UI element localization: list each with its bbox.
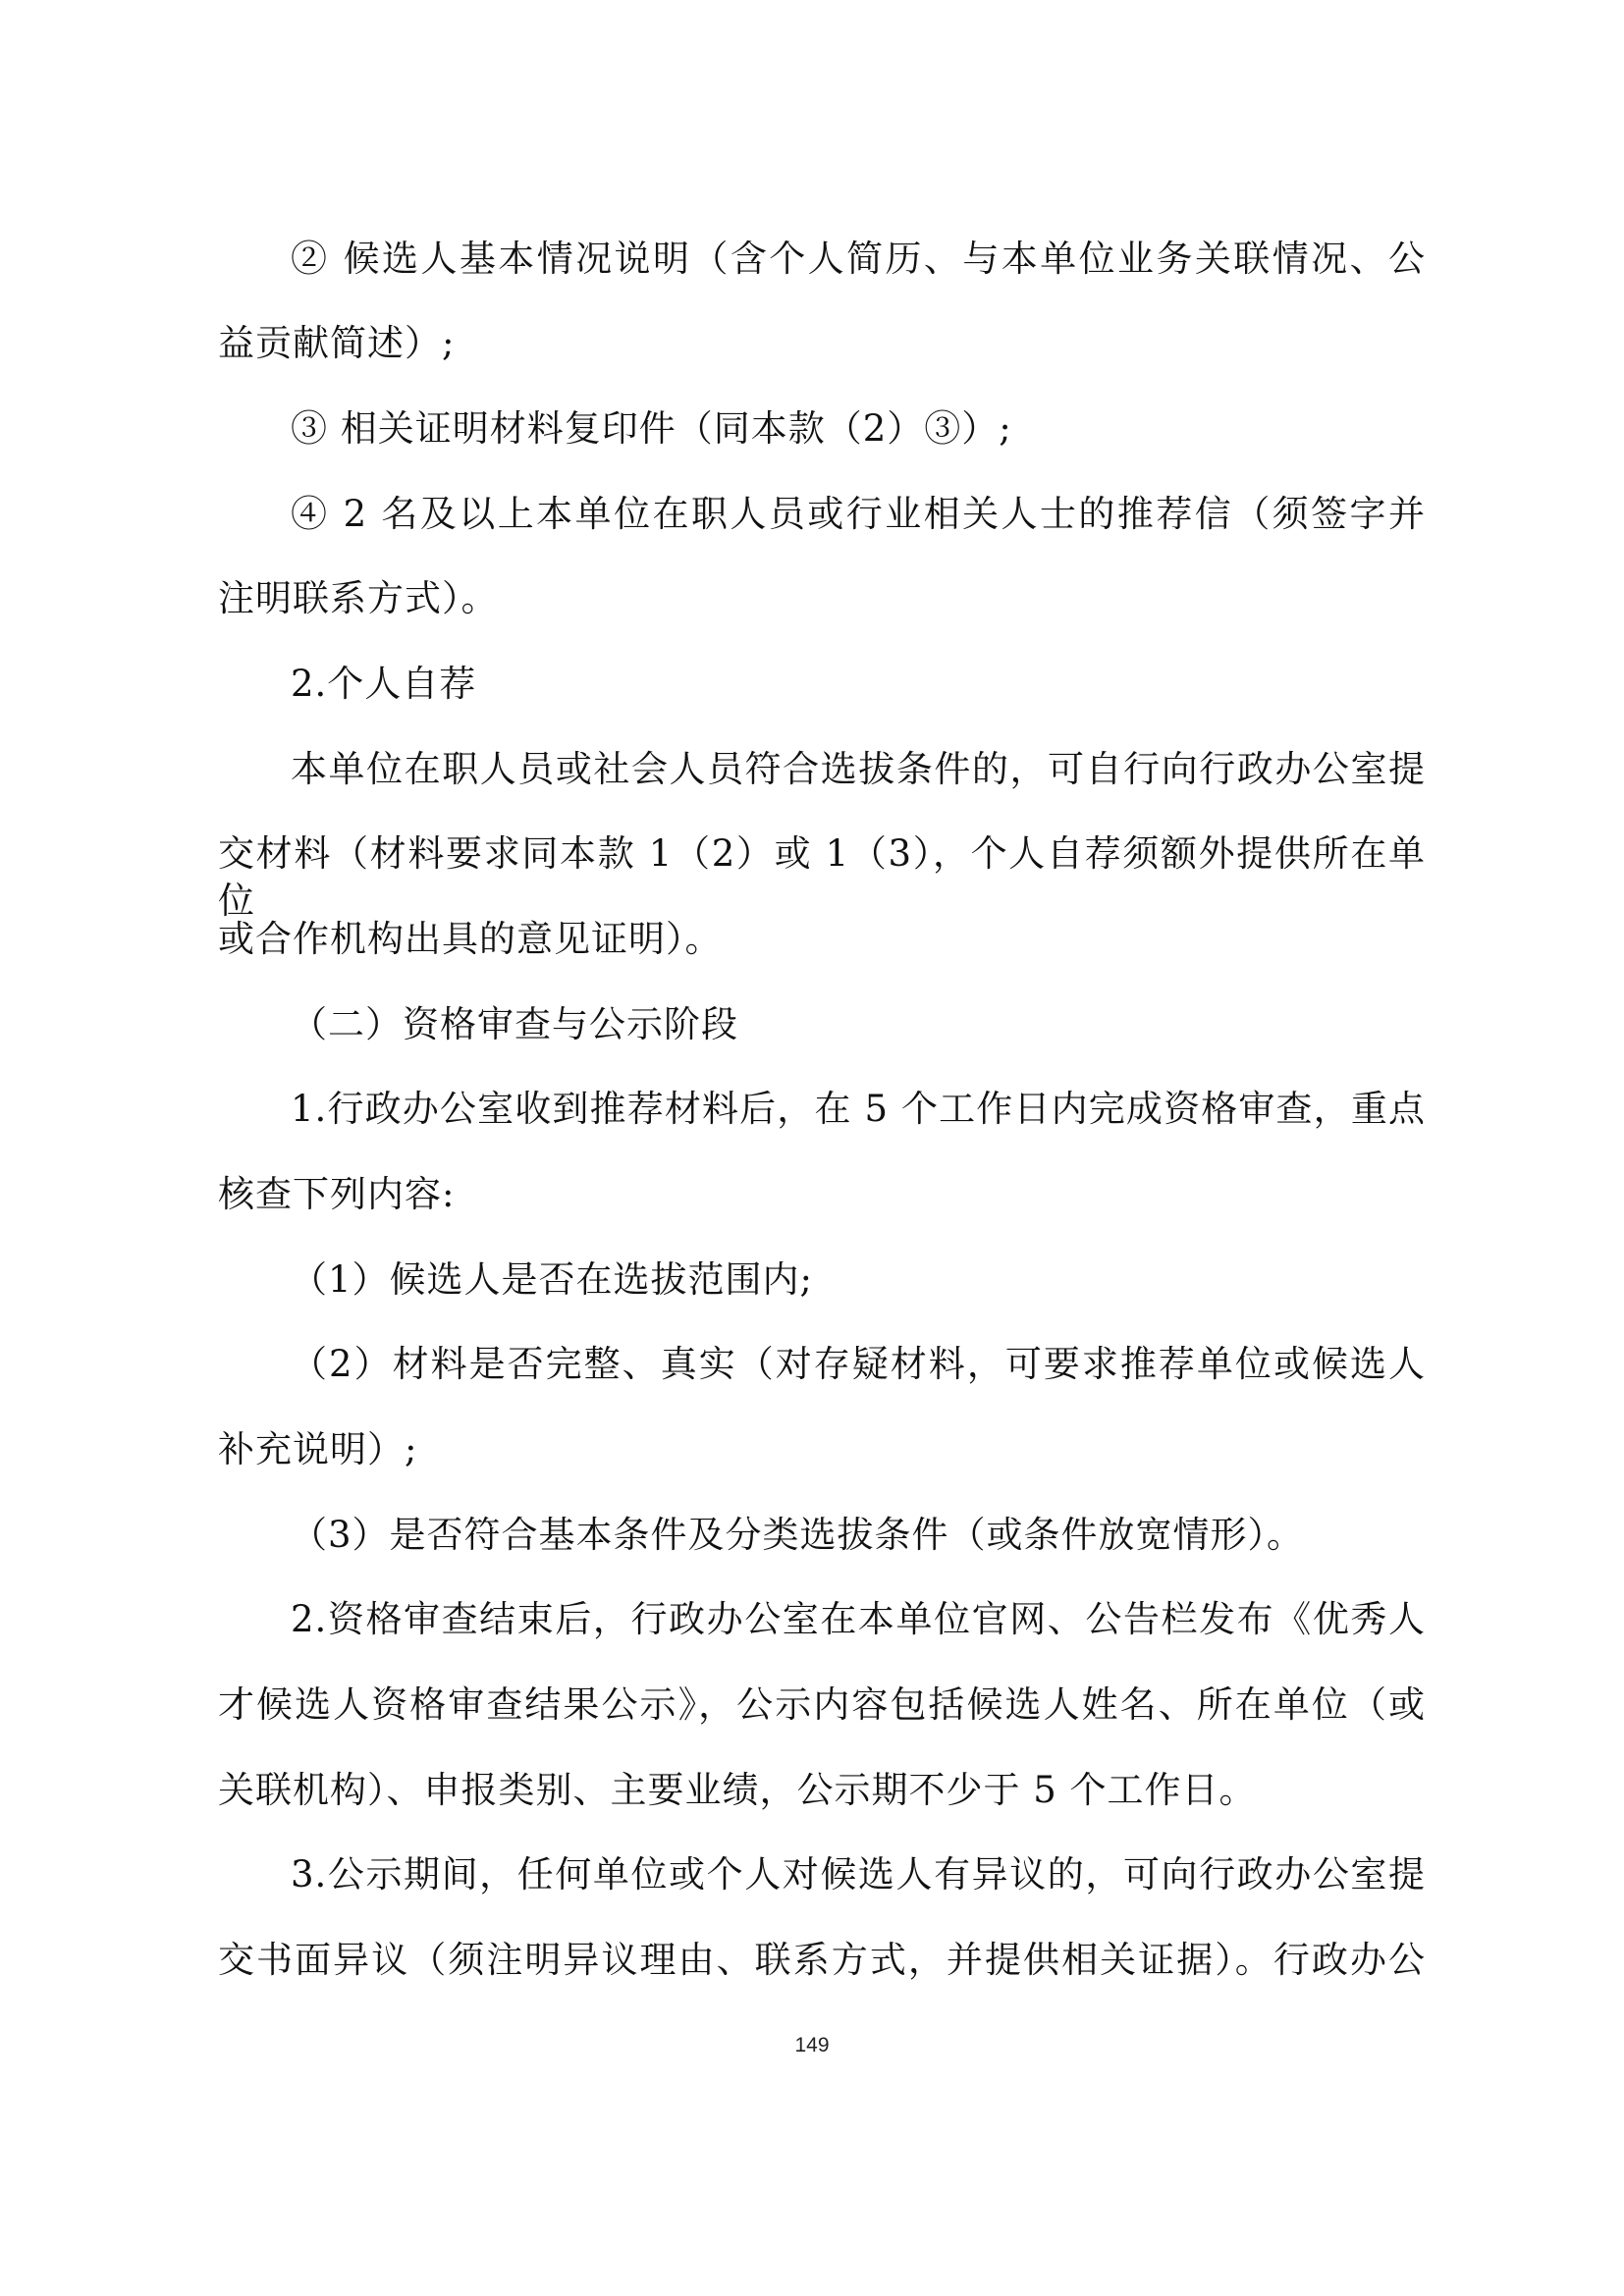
text-line: （3）是否符合基本条件及分类选拔条件（或条件放宽情形）。 <box>291 1514 1305 1556</box>
text-line: 才候选人资格审查结果公示》，公示内容包括候选人姓名、所在单位（或 <box>218 1683 1426 1726</box>
text-line: ③ 相关证明材料复印件（同本款（2）③）; <box>291 407 1012 450</box>
text-line: 2.资格审查结束后，行政办公室在本单位官网、公告栏发布《优秀人 <box>291 1598 1426 1640</box>
text-line: （2）材料是否完整、真实（对存疑材料，可要求推荐单位或候选人 <box>291 1343 1426 1385</box>
text-line: 2.个人自荐 <box>291 663 477 705</box>
text-line: （二）资格审查与公示阶段 <box>291 1003 738 1045</box>
text-line: 本单位在职人员或社会人员符合选拔条件的，可自行向行政办公室提 <box>291 748 1426 790</box>
text-line: ④ 2 名及以上本单位在职人员或行业相关人士的推荐信（须签字并 <box>291 493 1426 535</box>
text-line: （1）候选人是否在选拔范围内; <box>291 1258 814 1301</box>
text-line: 注明联系方式）。 <box>218 577 499 619</box>
text-line: 补充说明）; <box>218 1428 418 1470</box>
page-number: 149 <box>794 2034 830 2056</box>
text-line: 交书面异议（须注明异议理由、联系方式，并提供相关证据）。行政办公 <box>218 1939 1426 1981</box>
text-line: 核查下列内容: <box>218 1173 456 1215</box>
text-line: 或合作机构出具的意见证明）。 <box>218 918 723 960</box>
text-line: 关联机构）、申报类别、主要业绩，公示期不少于 5 个工作日。 <box>218 1769 1257 1811</box>
text-line: 益贡献简述）; <box>218 322 456 364</box>
text-line: 交材料（材料要求同本款 1（2）或 1（3），个人自荐须额外提供所在单位 <box>218 832 1426 922</box>
text-line: 1.行政办公室收到推荐材料后，在 5 个工作日内完成资格审查，重点 <box>291 1088 1426 1130</box>
text-line: 3.公示期间，任何单位或个人对候选人有异议的，可向行政办公室提 <box>291 1853 1426 1896</box>
text-line: ② 候选人基本情况说明（含个人简历、与本单位业务关联情况、公 <box>291 238 1426 280</box>
